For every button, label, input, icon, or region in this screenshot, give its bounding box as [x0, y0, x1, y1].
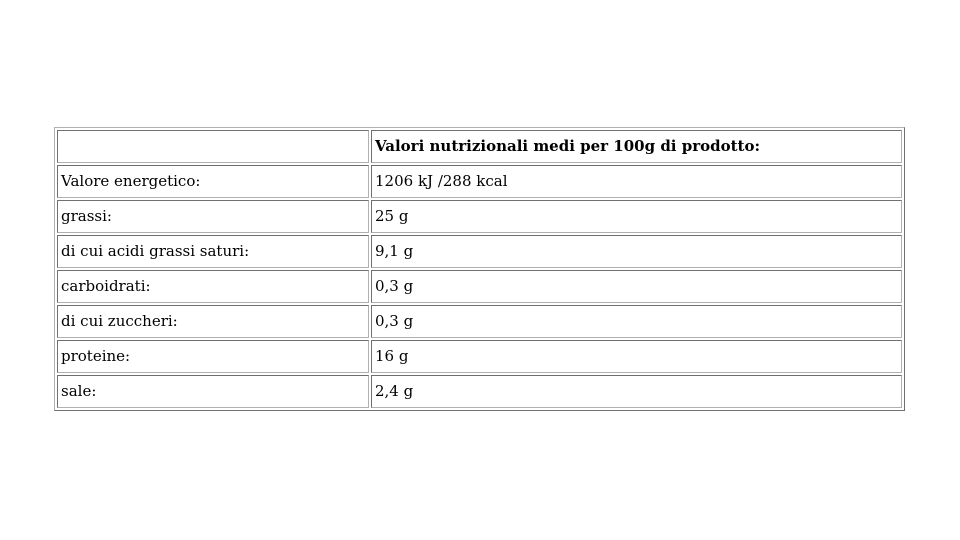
row-value: 25 g [371, 200, 902, 233]
row-label: sale: [57, 375, 369, 408]
row-label: Valore energetico: [57, 165, 369, 198]
row-value: 9,1 g [371, 235, 902, 268]
row-value: 1206 kJ /288 kcal [371, 165, 902, 198]
table-row [57, 200, 902, 233]
header-label-cell [57, 130, 369, 163]
table-row [57, 305, 902, 338]
row-value: 16 g [371, 340, 902, 373]
table-row [57, 235, 902, 268]
row-label: grassi: [57, 200, 369, 233]
row-label: di cui acidi grassi saturi: [57, 235, 369, 268]
table-row [57, 270, 902, 303]
row-label: carboidrati: [57, 270, 369, 303]
row-value: 0,3 g [371, 305, 902, 338]
table-row [57, 375, 902, 408]
header-title-cell: Valori nutrizionali medi per 100g di prodotto: [371, 130, 902, 163]
table-header-row [57, 130, 902, 163]
nutrition-table [54, 127, 905, 411]
row-label: proteine: [57, 340, 369, 373]
row-label: di cui zuccheri: [57, 305, 369, 338]
table-row [57, 340, 902, 373]
table-row [57, 165, 902, 198]
row-value: 2,4 g [371, 375, 902, 408]
row-value: 0,3 g [371, 270, 902, 303]
